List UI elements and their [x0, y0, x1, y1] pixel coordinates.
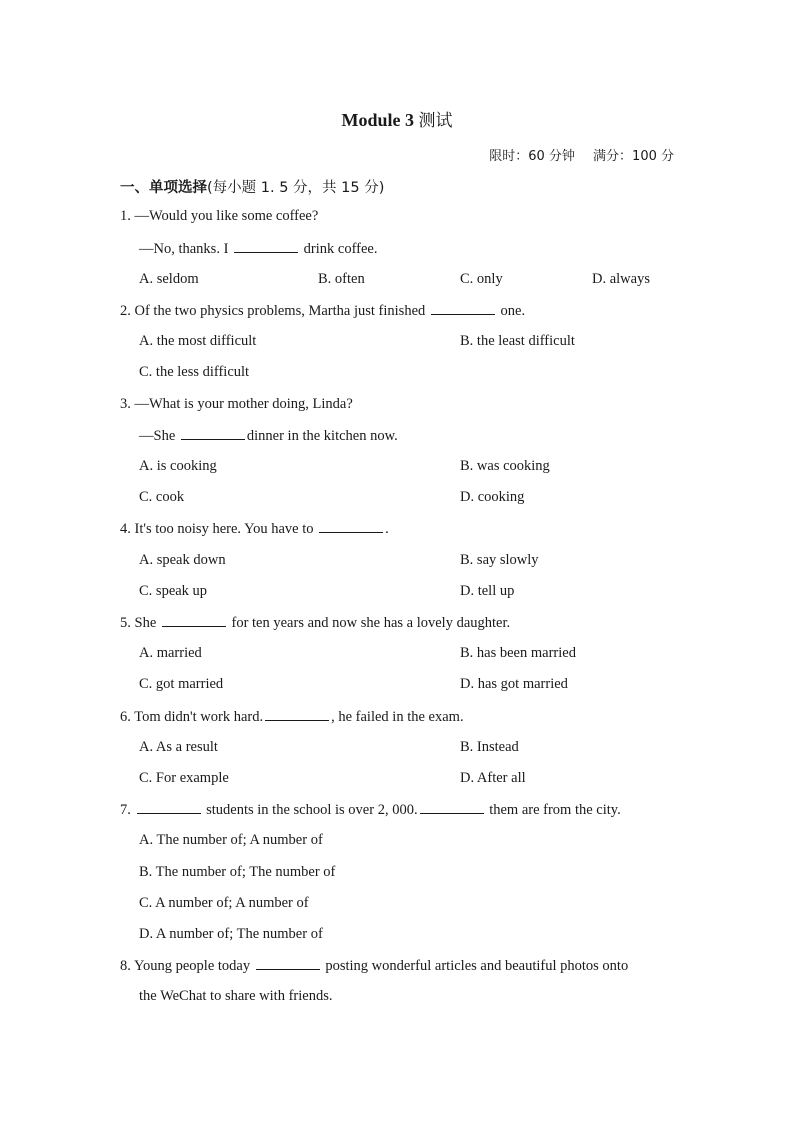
reply-text: dinner in the kitchen now. [246, 428, 398, 444]
question-7 [120, 801, 621, 819]
full-score: 满分：100 分 [593, 149, 674, 164]
answer-blank[interactable] [265, 708, 329, 721]
question-5 [120, 614, 510, 632]
answer-blank[interactable] [256, 957, 320, 970]
option-b: B. often [318, 271, 365, 287]
option-b: B. The number of; The number of [139, 864, 336, 880]
title-chinese: 测试 [418, 111, 453, 131]
page-title [0, 106, 794, 131]
question-2 [120, 302, 525, 320]
question-text: 3. —What is your mother doing, Linda? [120, 396, 353, 412]
section-title: 一、单项选择 [120, 180, 207, 196]
answer-blank[interactable] [319, 520, 383, 533]
option-d: D. always [592, 271, 650, 287]
question-6 [120, 708, 464, 726]
option-a: A. speak down [139, 552, 226, 568]
option-d: D. After all [460, 770, 526, 786]
option-d: D. tell up [460, 583, 515, 599]
option-c: C. only [460, 271, 503, 287]
section-note: (每小题 1. 5 分，共 15 分) [207, 180, 385, 196]
question-text: students in the school is over 2, 000. [206, 802, 418, 818]
question-text: . [385, 521, 389, 537]
question-text: 7. [120, 802, 131, 818]
time-score-info [489, 145, 674, 164]
title-english: Module 3 [341, 110, 414, 130]
question-8 [120, 957, 628, 975]
question-text: one. [500, 303, 526, 319]
reply-text: —She [139, 428, 176, 444]
option-d: D. cooking [460, 489, 525, 505]
question-text: for ten years and now she has a lovely daughter. [231, 615, 511, 631]
time-limit: 限时：60 分钟 [489, 149, 575, 164]
option-a: A. the most difficult [139, 333, 257, 349]
answer-blank[interactable] [420, 801, 484, 814]
question-text: 8. Young people today [120, 958, 251, 974]
question-text: 2. Of the two physics problems, Martha just finished [120, 303, 426, 319]
question-text: , he failed in the exam. [331, 709, 464, 725]
answer-blank[interactable] [431, 302, 495, 315]
question-text: 4. It's too noisy here. You have to [120, 521, 314, 537]
question-text: them are from the city. [489, 802, 621, 818]
answer-blank[interactable] [137, 801, 201, 814]
reply-text: —No, thanks. I [139, 241, 229, 257]
answer-blank[interactable] [181, 427, 245, 440]
option-b: B. has been married [460, 645, 576, 661]
answer-blank[interactable] [234, 240, 298, 253]
option-c: C. A number of; A number of [139, 895, 309, 911]
option-a: A. The number of; A number of [139, 832, 323, 848]
option-a: A. is cooking [139, 458, 217, 474]
option-b: B. Instead [460, 739, 519, 755]
option-c: C. For example [139, 770, 229, 786]
option-a: A. seldom [139, 271, 199, 287]
option-b: B. say slowly [460, 552, 539, 568]
option-a: A. As a result [139, 739, 218, 755]
option-d: D. A number of; The number of [139, 926, 323, 942]
question-text: 1. —Would you like some coffee? [120, 208, 319, 224]
question-1 [120, 208, 318, 225]
question-text: 5. She [120, 615, 157, 631]
option-c: C. the less difficult [139, 364, 250, 380]
question-1-reply [139, 240, 377, 258]
option-c: C. speak up [139, 583, 208, 599]
question-4 [120, 520, 389, 538]
option-c: C. cook [139, 489, 185, 505]
option-b: B. the least difficult [460, 333, 575, 349]
question-8-continuation: the WeChat to share with friends. [139, 988, 333, 1004]
question-text: 6. Tom didn't work hard. [120, 709, 264, 725]
option-d: D. has got married [460, 676, 568, 692]
option-a: A. married [139, 645, 202, 661]
question-text: posting wonderful articles and beautiful photos onto [325, 958, 629, 974]
option-b: B. was cooking [460, 458, 550, 474]
question-3-reply [139, 427, 398, 445]
reply-text: drink coffee. [303, 241, 378, 257]
section-heading [120, 176, 384, 197]
question-3 [120, 396, 353, 413]
answer-blank[interactable] [162, 614, 226, 627]
option-c: C. got married [139, 676, 224, 692]
